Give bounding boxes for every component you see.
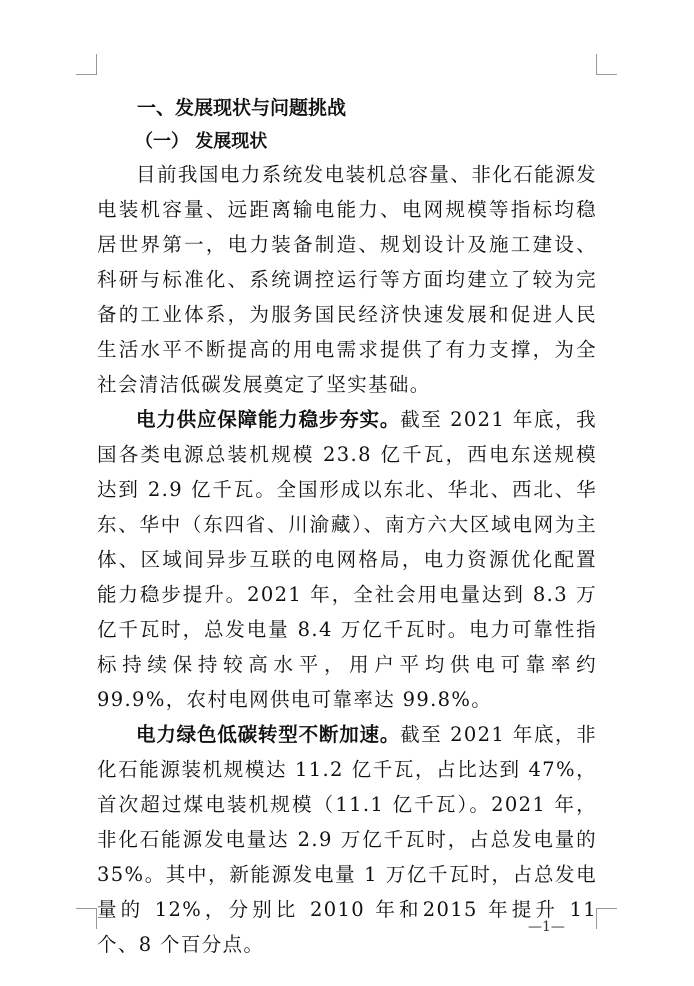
section-heading: 一、发展现状与问题挑战 (137, 97, 347, 119)
paragraph-power-supply (97, 402, 597, 717)
paragraph-intro (97, 157, 597, 402)
crop-mark-bottom-left (76, 908, 97, 929)
subsection-heading: （一） 发展现状 (135, 131, 268, 152)
paragraph-green-transition (97, 717, 597, 962)
paragraph-power-supply-lead: 电力供应保障能力稳步夯实。 (136, 408, 401, 431)
crop-mark-top-right (596, 54, 617, 75)
crop-mark-bottom-right (596, 908, 617, 929)
paragraph-power-supply-text: 截至 2021 年底，我国各类电源总装机规模 23.8 亿千瓦，西电东送规模达到 2.9 亿千瓦。全国形成以东北、华北、西北、华东、华中（东四省、川渝藏）、南方六大区域电网为主体、区域间异步互联的电网格局，电力资源优化配置能力稳步提升。2021 年，全社会用电量达到 8.3 万亿千瓦时，总发电量 8.4 万亿千瓦时。电力可靠性指标持续保持较高水平，用户平均供电可靠率约 99.9%，农村电网供电可靠率达 99.8%。 (97, 408, 597, 711)
paragraph-green-transition-lead: 电力绿色低碳转型不断加速。 (136, 723, 401, 746)
paragraph-green-transition-text: 截至 2021 年底，非化石能源装机规模达 11.2 亿千瓦，占比达到 47%，首次超过煤电装机规模（11.1 亿千瓦）。2021 年，非化石能源发电量达 2.9 万亿千瓦时，占总发电量的 35%。其中，新能源发电量 1 万亿千瓦时，占总发电量的 12%，分别比 2010 年和2015 年提升 11 个、8 个百分点。 (97, 723, 597, 956)
crop-mark-top-left (76, 54, 97, 75)
page-content (97, 93, 597, 962)
page-number: —1— (528, 919, 565, 935)
paragraph-intro-text: 目前我国电力系统发电装机总容量、非化石能源发电装机容量、远距离输电能力、电网规模等指标均稳居世界第一，电力装备制造、规划设计及施工建设、科研与标准化、系统调控运行等方面均建立了较为完备的工业体系，为服务国民经济快速发展和促进人民生活水平不断提高的用电需求提供了有力支撑，为全社会清洁低碳发展奠定了坚实基础。 (97, 163, 597, 396)
